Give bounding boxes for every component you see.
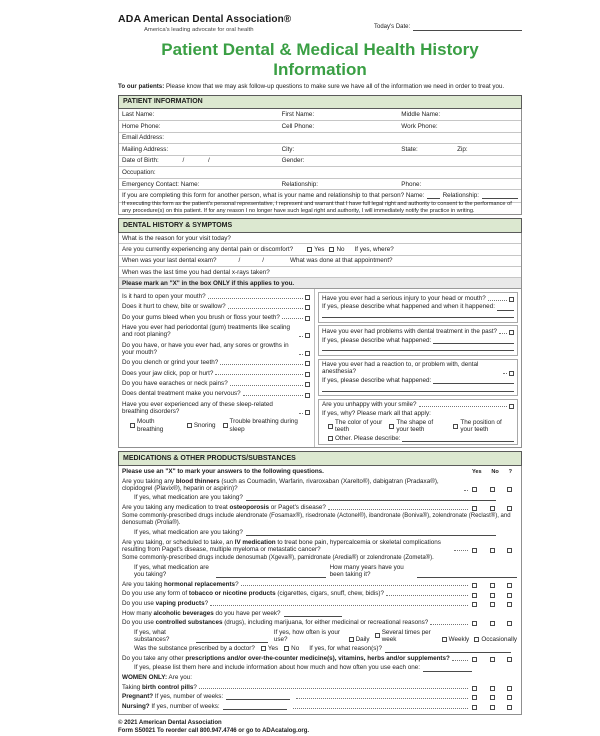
row-email[interactable] (119, 133, 521, 145)
list-medicines-label: If yes, please list them here and include information about how much and how often you use each one: (134, 664, 420, 672)
dob-slash-1: / (182, 157, 185, 165)
question-text: Have you ever had a reaction to, or problem with, dental anesthesia? (322, 361, 479, 376)
substances-detail-row (134, 629, 517, 643)
prescriptions-list-row (134, 664, 517, 671)
mouth-breathing-label: Mouth breathing (137, 418, 164, 433)
state-label: State: (401, 145, 418, 153)
vaping-unsure-checkbox[interactable] (507, 602, 512, 607)
dot-leader (296, 698, 468, 699)
ifyes-medication-label: If yes, what medication are you taking? (134, 494, 243, 502)
q-bold: tobacco or nicotine products (188, 590, 276, 598)
question-row (122, 370, 310, 377)
dot-leader (328, 509, 468, 510)
describe-label: If yes, please describe what happened: (322, 376, 432, 384)
pain-no-label: No (336, 245, 345, 253)
dot-leader (199, 688, 468, 689)
medications-instruction-row (122, 468, 517, 475)
tobacco-no-checkbox[interactable] (490, 593, 495, 598)
hormonal-row (122, 581, 517, 588)
smile-other-line[interactable] (402, 436, 514, 442)
q-text: Do you take any other (122, 654, 186, 662)
q-bold: osteoporosis (229, 503, 270, 511)
dental-pain-label: Are you currently experiencing any dental pain or discomfort? (122, 245, 294, 253)
several-times-label: Several times per week (381, 628, 431, 643)
q-bold: controlled substances (155, 619, 223, 627)
osteoporosis-unsure-checkbox[interactable] (507, 506, 512, 511)
occupation-label: Occupation: (122, 168, 156, 176)
smile-why-label: If yes, why? Please mark all that apply: (322, 410, 431, 418)
todays-date-field (374, 24, 522, 31)
home-phone-label: Home Phone: (122, 122, 161, 130)
section-patient-information: PATIENT INFORMATION (118, 95, 522, 110)
dot-leader (230, 385, 303, 386)
what-substances-label: If yes, what substances? (134, 628, 170, 643)
gender-label: Gender: (281, 157, 305, 165)
question-text: Are you unhappy with your smile? (322, 401, 417, 409)
dot-leader (430, 624, 468, 625)
ifyes-medication-line[interactable] (246, 530, 496, 536)
q-text: (drugs), including marijuana, for either medicinal or recreational reasons? (222, 619, 429, 627)
dental-questions-left-column (119, 289, 315, 447)
copyright-line: © 2021 American Dental Association (118, 720, 222, 727)
intro-note-bold: To our patients: (118, 83, 165, 91)
prescriptions-row (122, 655, 517, 662)
iv-medication-unsure-checkbox[interactable] (507, 548, 512, 553)
dot-leader (454, 550, 468, 551)
osteoporosis-drugs-note: Some commonly-prescribed drugs include alendronate (Fosamax®), risedronate (Actonel®), ibandronate (Boniva®), zolendronate (Reclast®), and denosumab (Prolia®). (122, 512, 511, 526)
nursing-yes-checkbox[interactable] (472, 705, 477, 710)
nursing-unsure-checkbox[interactable] (507, 705, 512, 710)
row-phones[interactable] (119, 121, 521, 133)
osteoporosis-row (122, 504, 517, 511)
controlled-substances-row (122, 619, 517, 626)
occasionally-label: Occasionally (481, 635, 518, 643)
dental-questions-columns (119, 289, 521, 447)
use-several-checkbox[interactable] (375, 633, 380, 638)
reason-line[interactable] (385, 647, 511, 653)
birth-control-unsure-checkbox[interactable] (507, 686, 512, 691)
mailing-address-label: Mailing Address: (122, 145, 169, 153)
form-number-line (118, 727, 522, 735)
q-text: ? (193, 683, 197, 691)
xrays-label: When was the last time you had dental x-rays taken? (122, 268, 270, 276)
describe-line[interactable] (433, 338, 514, 344)
years-taking-label: How many years have you been taking it? (329, 563, 404, 579)
head-injury-checkbox[interactable] (509, 297, 514, 302)
visit-reason-label: What is the reason for your visit today? (122, 234, 231, 242)
earaches-neck-checkbox[interactable] (305, 382, 310, 387)
dental-questions-right-column (315, 289, 521, 447)
first-name-label: First Name: (281, 111, 315, 118)
prescribed-yes-label: Yes (267, 645, 279, 653)
iv-medication-no-checkbox[interactable] (490, 548, 495, 553)
describe-line[interactable] (433, 378, 514, 384)
substance-prescribed-row (134, 645, 517, 652)
q-text: (such as Coumadin, Warfarin, rivaroxaban (Xarelto®), dabigatran (Pradaxa®), clopidogrel (Plavix®), heparin or aspirin)? (122, 477, 439, 492)
hard-open-mouth-checkbox[interactable] (305, 295, 310, 300)
prescriptions-unsure-checkbox[interactable] (507, 657, 512, 662)
section-dental-history: DENTAL HISTORY & SYMPTOMS (118, 218, 522, 233)
q-bold: vaping products (155, 599, 205, 607)
q-bold: Nursing? (122, 702, 150, 710)
trouble-breathing-checkbox[interactable] (223, 423, 228, 428)
prescribed-no-label: No (291, 645, 300, 653)
snoring-label: Snoring (193, 421, 216, 429)
dot-leader (299, 413, 303, 414)
question-row (122, 390, 310, 397)
birth-control-row (122, 684, 517, 691)
dot-leader (299, 336, 303, 337)
teeth-shape-label: The shape of your teeth (396, 418, 434, 434)
question-row (122, 303, 310, 310)
row-last-exam[interactable] (119, 256, 521, 267)
weekly-label: Weekly (448, 635, 470, 643)
question-row (122, 359, 310, 366)
dot-leader (386, 595, 468, 596)
pain-where-label: If yes, where? (354, 245, 394, 253)
past-problems-checkbox[interactable] (509, 330, 514, 335)
question-text: Do you have, or have you ever had, any sores or growths in your mouth? (122, 341, 289, 356)
blood-thinners-no-checkbox[interactable] (490, 487, 495, 492)
alcohol-count-line[interactable] (284, 611, 342, 617)
mark-x-instruction: Please mark an "X" in the box ONLY if this applies to you. (122, 279, 295, 287)
use-weekly-checkbox[interactable] (442, 637, 447, 642)
form-number: Form S50021 (118, 728, 156, 735)
pain-yes-checkbox[interactable] (307, 247, 312, 252)
page-title: Patient Dental & Medical Health History Information (161, 40, 479, 79)
dob-label (122, 157, 282, 164)
iv-ifyes-row (134, 564, 517, 578)
another-relationship-label: Relationship: (442, 192, 479, 200)
row-dental-pain (119, 244, 521, 255)
teeth-color-checkbox[interactable] (328, 424, 333, 429)
question-text: Does dental treatment make you nervous? (122, 390, 241, 398)
email-label: Email Address: (122, 134, 164, 142)
iv-drugs-note: Some commonly-prescribed drugs include denosumab (Xgeva®), pamidronate (Aredia®) or zolendronate (Zometa®). (122, 554, 434, 561)
q-bold: prescriptions and/or over-the-counter medicine(s), vitamins, herbs and/or supplements? (185, 654, 450, 662)
osteoporosis-ifyes-row (134, 529, 517, 536)
q-text: How many (122, 609, 154, 617)
ada-logo-name: American Dental Association® (143, 14, 292, 25)
ifyes-medication-line[interactable] (246, 495, 496, 501)
q-text: If yes, number of weeks: (149, 702, 220, 710)
last-exam-label: When was your last dental exam? (122, 257, 217, 265)
tobacco-unsure-checkbox[interactable] (507, 593, 512, 598)
dot-leader (464, 490, 468, 491)
q-bold: Pregnant? (122, 693, 154, 701)
vaping-yes-checkbox[interactable] (472, 602, 477, 607)
row-xrays[interactable] (119, 267, 521, 278)
q-text: Are you taking, or scheduled to take, an (122, 538, 235, 546)
row-emergency-contact[interactable] (119, 179, 521, 191)
use-daily-checkbox[interactable] (349, 637, 354, 642)
prescriptions-no-checkbox[interactable] (490, 657, 495, 662)
q-bold: birth control pills (141, 683, 194, 691)
q-text: Taking (122, 683, 142, 691)
section-medications: MEDICATIONS & OTHER PRODUCTS/SUBSTANCES (118, 451, 522, 466)
q-text: Are you taking (122, 580, 165, 588)
intro-note (118, 83, 522, 90)
substances-unsure-checkbox[interactable] (507, 621, 512, 626)
list-medicines-line[interactable] (423, 666, 472, 672)
cell-phone-label: Cell Phone: (281, 122, 315, 130)
another-person-label: If you are completing this form for another person, what is your name and relationship to that person? Name: (122, 192, 425, 200)
q-bold: alcoholic beverages (153, 609, 214, 617)
dot-leader (503, 373, 507, 374)
past-treatment-question-box (318, 325, 518, 356)
ifyes-medication-line[interactable] (216, 572, 326, 578)
col-no-label: No (491, 468, 499, 475)
q-text: Do you use (122, 599, 156, 607)
ada-logo (118, 13, 291, 33)
question-text: Have you ever had a serious injury to your head or mouth? (322, 294, 486, 302)
todays-date-line[interactable] (413, 25, 522, 31)
osteoporosis-yes-checkbox[interactable] (472, 506, 477, 511)
iv-medication-row (122, 539, 517, 553)
question-text: Does it hurt to chew, bite or swallow? (122, 303, 226, 311)
another-relationship-line[interactable] (482, 193, 518, 199)
reorder-text: To reorder call 800.947.4746 or go to ADAcatalog.org. (157, 728, 310, 735)
blood-thinners-yes-checkbox[interactable] (472, 487, 477, 492)
q-text: or Paget's disease? (269, 503, 326, 511)
prescribed-by-doctor-label: Was the substance prescribed by a doctor? (134, 645, 255, 653)
question-text: Have you ever had problems with dental treatment in the past? (322, 327, 498, 335)
ifyes-medication-label: If yes, what medication are you taking? (134, 528, 243, 536)
hormonal-unsure-checkbox[interactable] (507, 583, 512, 588)
dental-history-table (118, 233, 522, 448)
row-legal-statement (119, 203, 521, 215)
prescribed-no-checkbox[interactable] (284, 646, 289, 651)
question-text: Do your gums bleed when you brush or floss your teeth? (122, 313, 280, 321)
q-text: If yes, number of weeks: (153, 693, 224, 701)
teeth-shape-checkbox[interactable] (389, 424, 394, 429)
pregnant-unsure-checkbox[interactable] (507, 695, 512, 700)
hormonal-no-checkbox[interactable] (490, 583, 495, 588)
dot-leader (241, 585, 468, 586)
injury-question-box (318, 292, 518, 323)
row-address[interactable] (119, 144, 521, 156)
women-only-label: WOMEN ONLY: (122, 673, 168, 681)
question-text: Do you clench or grind your teeth? (122, 359, 219, 367)
smile-other-checkbox[interactable] (328, 436, 333, 441)
q-bold: hormonal replacements (164, 580, 236, 588)
last-name-label: Last Name: (122, 111, 155, 118)
question-row (122, 293, 310, 300)
anesthesia-question-box (318, 359, 518, 397)
years-taking-line[interactable] (417, 572, 517, 578)
snoring-checkbox[interactable] (187, 423, 192, 428)
question-text: Have you ever experienced any of these sleep-related breathing disorders? (122, 400, 273, 415)
describe-line-2[interactable] (322, 312, 514, 318)
question-text: Do you have earaches or neck pains? (122, 379, 228, 387)
q-text: Do you use (122, 619, 156, 627)
birth-control-no-checkbox[interactable] (490, 686, 495, 691)
question-row (122, 342, 310, 356)
q-text: do you have per week? (213, 609, 281, 617)
unhappy-smile-checkbox[interactable] (509, 404, 514, 409)
work-phone-label: Work Phone: (401, 122, 438, 130)
row-dob-gender[interactable] (119, 156, 521, 168)
prescriptions-yes-checkbox[interactable] (472, 657, 477, 662)
medications-instruction: Please use an "X" to mark your answers to the following questions. (122, 467, 324, 475)
exam-slash-1: / (238, 257, 241, 265)
blood-thinners-row (122, 478, 517, 492)
dot-leader (299, 354, 303, 355)
dot-leader (452, 660, 468, 661)
substances-yes-checkbox[interactable] (472, 621, 477, 626)
patient-info-table (118, 109, 522, 215)
describe-line[interactable] (497, 305, 514, 311)
nursing-no-checkbox[interactable] (490, 705, 495, 710)
exam-what-done-label: What was done at that appointment? (290, 257, 393, 265)
q-bold: blood thinners (175, 477, 220, 485)
dot-leader (419, 406, 507, 407)
dot-leader (215, 374, 303, 375)
women-only-rest: Are you: (167, 673, 192, 681)
describe-line-2[interactable] (322, 345, 514, 351)
blood-thinners-ifyes-row (134, 494, 517, 501)
q-text: ? (204, 599, 209, 607)
sleep-disorders-checkbox[interactable] (305, 410, 310, 415)
row-visit-reason[interactable] (119, 233, 521, 244)
hormonal-yes-checkbox[interactable] (472, 583, 477, 588)
teeth-color-label: The color of your teeth (335, 418, 383, 434)
women-only-row (122, 674, 517, 681)
nervous-checkbox[interactable] (305, 393, 310, 398)
nursing-weeks-line[interactable] (223, 704, 287, 710)
question-row (122, 401, 310, 415)
dot-leader (282, 318, 303, 319)
reason-label: If yes, for what reason(s)? (309, 645, 383, 653)
tobacco-row (122, 590, 517, 597)
use-occasionally-checkbox[interactable] (474, 637, 479, 642)
sleep-disorder-options (130, 418, 310, 432)
vaping-no-checkbox[interactable] (490, 602, 495, 607)
teeth-position-label: The position of your teeth (460, 418, 502, 434)
mouth-breathing-checkbox[interactable] (130, 423, 135, 428)
dob-slash-2: / (208, 157, 210, 165)
question-text: Have you ever had periodontal (gum) treatments like scaling and root planing? (122, 323, 291, 339)
smile-other-label: Other. Please describe: (335, 434, 401, 442)
dot-leader (210, 605, 468, 606)
emergency-relationship-label: Relationship: (281, 180, 318, 188)
hurt-chew-checkbox[interactable] (305, 305, 310, 310)
dob-text: Date of Birth: (122, 157, 159, 165)
dot-leader (208, 298, 303, 299)
alcohol-row (122, 610, 517, 617)
birth-control-yes-checkbox[interactable] (472, 686, 477, 691)
anesthesia-reaction-checkbox[interactable] (509, 371, 514, 376)
what-substances-line[interactable] (196, 637, 268, 643)
col-unsure-label: ? (508, 468, 512, 475)
ifyes-medication-label: If yes, what medication are you taking? (134, 563, 209, 579)
emergency-contact-label: Emergency Contact: Name: (122, 180, 200, 188)
q-text: Are you taking any medication to treat (122, 503, 230, 511)
pregnant-weeks-line[interactable] (226, 694, 290, 700)
clench-grind-checkbox[interactable] (305, 361, 310, 366)
pregnant-yes-checkbox[interactable] (472, 695, 477, 700)
another-person-name-line[interactable] (427, 193, 439, 199)
col-yes-label: Yes (472, 468, 482, 475)
vaping-row (122, 600, 517, 607)
ada-logo-abbr: ADA (118, 13, 142, 25)
describe-line-2[interactable] (322, 386, 514, 392)
dot-leader (243, 395, 303, 396)
pregnant-row (122, 693, 517, 700)
pain-yes-label: Yes (314, 245, 325, 253)
question-row (122, 324, 310, 338)
emergency-phone-label: Phone: (401, 180, 422, 188)
q-text: Do you use any form of (122, 590, 189, 598)
form-footer (118, 719, 522, 736)
mark-x-instruction-bar (119, 278, 521, 289)
dot-leader (220, 364, 303, 365)
intro-note-rest: Please know that we may ask follow-up questions to make sure we have all of the information we need in order to treat you. (164, 83, 505, 91)
nursing-row (122, 703, 517, 710)
zip-label: Zip: (457, 145, 468, 153)
smile-question-box (318, 399, 518, 445)
pregnant-no-checkbox[interactable] (490, 695, 495, 700)
jaw-click-checkbox[interactable] (305, 372, 310, 377)
row-name[interactable] (119, 109, 521, 121)
legal-statement-text: If executing this form as the patient's personal representative, I represent and warrant that I have full legal right and authority to consent to the performance of any procedure(s) on this patient. If for any reason I no longer have such legal right and authority, I will immediately notify the practice in writing. (122, 201, 512, 215)
smile-options (328, 419, 514, 433)
osteoporosis-no-checkbox[interactable] (490, 506, 495, 511)
substances-no-checkbox[interactable] (490, 621, 495, 626)
q-text: to treat bone pain, hypercalcemia or skeletal complications resulting from Paget's disease, multiple myeloma or metastatic cancer? (122, 538, 441, 553)
header (118, 13, 522, 33)
ada-tagline: America's leading advocate for oral health (144, 26, 254, 33)
medications-table (118, 466, 522, 715)
dot-leader (228, 308, 303, 309)
row-occupation[interactable] (119, 167, 521, 179)
daily-label: Daily (355, 635, 370, 643)
describe-label: If yes, please describe what happened and when it happened: (322, 303, 495, 311)
question-text: Is it hard to open your mouth? (122, 292, 206, 300)
dot-leader (293, 708, 468, 709)
describe-label: If yes, please describe what happened: (322, 336, 432, 344)
tobacco-yes-checkbox[interactable] (472, 593, 477, 598)
sores-growths-checkbox[interactable] (305, 351, 310, 356)
q-text: Are you taking any (122, 477, 176, 485)
question-text: Does your jaw click, pop or hurt? (122, 369, 214, 377)
trouble-breathing-label: Trouble breathing during sleep (229, 418, 298, 433)
answer-column-headers (472, 469, 512, 475)
blood-thinners-unsure-checkbox[interactable] (507, 487, 512, 492)
q-bold: IV medication (234, 538, 276, 546)
question-row (122, 314, 310, 321)
how-often-label: If yes, how often is your use? (273, 628, 340, 643)
question-row (122, 380, 310, 387)
gums-bleed-checkbox[interactable] (305, 316, 310, 321)
prescribed-yes-checkbox[interactable] (261, 646, 266, 651)
teeth-position-checkbox[interactable] (453, 424, 458, 429)
city-label: City: (281, 145, 295, 153)
q-text: ? (235, 580, 239, 588)
middle-name-label: Middle Name: (401, 111, 441, 118)
pain-no-checkbox[interactable] (329, 247, 334, 252)
dot-leader (488, 300, 507, 301)
dot-leader (499, 333, 507, 334)
exam-slash-2: / (262, 257, 264, 265)
todays-date-label: Today's Date: (374, 24, 411, 30)
q-text: (cigarettes, cigars, snuff, chew, bidis)? (275, 590, 385, 598)
iv-medication-yes-checkbox[interactable] (472, 548, 477, 553)
periodontal-treatment-checkbox[interactable] (305, 333, 310, 338)
